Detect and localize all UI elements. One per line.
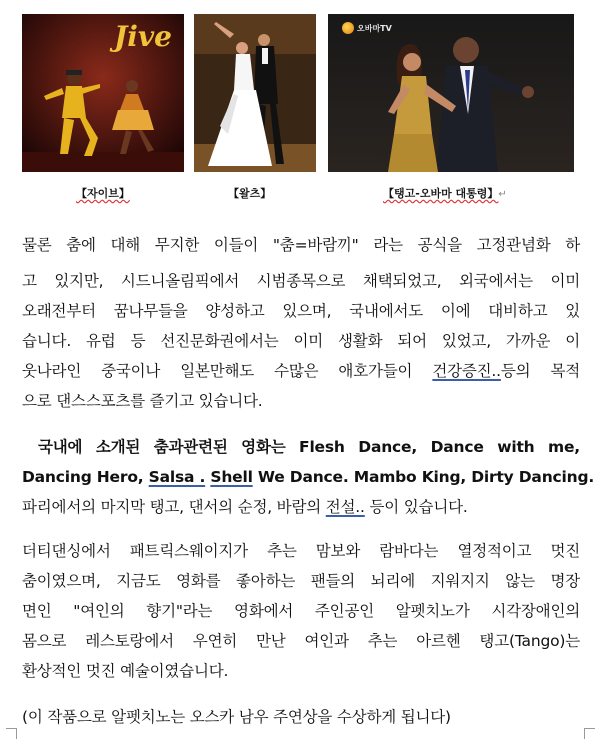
text-line xyxy=(22,356,580,386)
text-line: (이 작품으로 알펫치노는 오스카 남우 주연상을 수상하게 됩니다) xyxy=(22,708,451,726)
tango-obama-image xyxy=(328,14,574,172)
text-line xyxy=(22,462,595,492)
text-span: 등이 있습니다. xyxy=(369,498,468,516)
paragraph-return-icon: ↵ xyxy=(498,189,507,200)
text-span: We Dance. Mambo King, Dirty Dancing. xyxy=(257,468,595,486)
waltz-photo xyxy=(194,14,316,172)
oscar-note xyxy=(22,702,580,732)
salsa-link[interactable]: Salsa . xyxy=(148,468,206,486)
text-line: 환상적인 멋진 예술이였습니다. xyxy=(22,662,229,680)
text-line: 오래전부터 꿈나무들을 양성하고 있으며, 국내에서도 이에 대비하고 있 xyxy=(22,302,580,320)
page-corner-mark-right xyxy=(584,728,595,739)
page-corner-mark-left xyxy=(6,728,17,739)
text-line xyxy=(22,432,580,462)
scent-of-woman-paragraph xyxy=(22,536,580,686)
text-span: Dancing Hero, xyxy=(22,468,144,486)
shell-link[interactable]: Shell xyxy=(210,468,253,486)
text-span: 등의 목적 xyxy=(500,362,580,380)
text-span: 국내에 소개된 춤과관련된 영화는 Flesh Dance, Dance with me, xyxy=(38,438,580,456)
text-line: 으로 댄스스포츠를 즐기고 있습니다. xyxy=(22,392,263,410)
waltz-dancers-image xyxy=(194,14,316,172)
caption-waltz: 【왈츠】 xyxy=(228,187,272,200)
text-span: 파리에서의 마지막 탱고, 댄서의 순정, 바람의 xyxy=(22,498,322,516)
caption-tango xyxy=(383,185,507,201)
caption-tango-text: 【탱고-오바마 대통령】 xyxy=(383,187,499,200)
text-line: 몸으로 레스토랑에서 우연히 만난 여인과 추는 아르헨 탱고(Tango)는 xyxy=(22,632,580,650)
tv-logo-icon xyxy=(342,22,354,34)
caption-jive: 【자이브】 xyxy=(76,187,130,200)
jive-logo: Jive xyxy=(114,20,172,53)
text-line: 춤이였으며, 지금도 영화를 좋아하는 팬들의 뇌리에 지워지지 않는 명장 xyxy=(22,572,580,590)
movies-paragraph xyxy=(22,432,595,522)
tv-channel-badge: 오바마TV xyxy=(342,22,392,34)
health-link[interactable]: 건강증진.. xyxy=(432,362,501,380)
text-line: 습니다. 유럽 등 선진문화권에서는 이미 생활화 되어 있었고, 가까운 이 xyxy=(22,332,580,350)
text-line: 더티댄싱에서 패트릭스웨이지가 추는 맘보와 람바다는 열정적이고 멋진 xyxy=(22,542,580,560)
text-line xyxy=(22,492,580,522)
intro-paragraph xyxy=(22,230,580,416)
text-span: 웃나라인 중국이나 일본만해도 수많은 애호가들이 xyxy=(22,362,413,380)
text-line: 고 있지만, 시드니올림픽에서 시범종목으로 채택되었고, 외국에서는 이미 xyxy=(22,272,580,290)
tango-photo xyxy=(328,14,574,172)
text-line: 면인 "여인의 향기"라는 영화에서 주인공인 알펫치노가 시각장애인의 xyxy=(22,602,580,620)
jive-photo xyxy=(22,14,184,172)
text-line: 물론 춤에 대해 무지한 이들이 "춤=바람끼" 라는 공식을 고정관념화 하 xyxy=(22,236,580,254)
legend-link[interactable]: 전설.. xyxy=(325,498,365,516)
